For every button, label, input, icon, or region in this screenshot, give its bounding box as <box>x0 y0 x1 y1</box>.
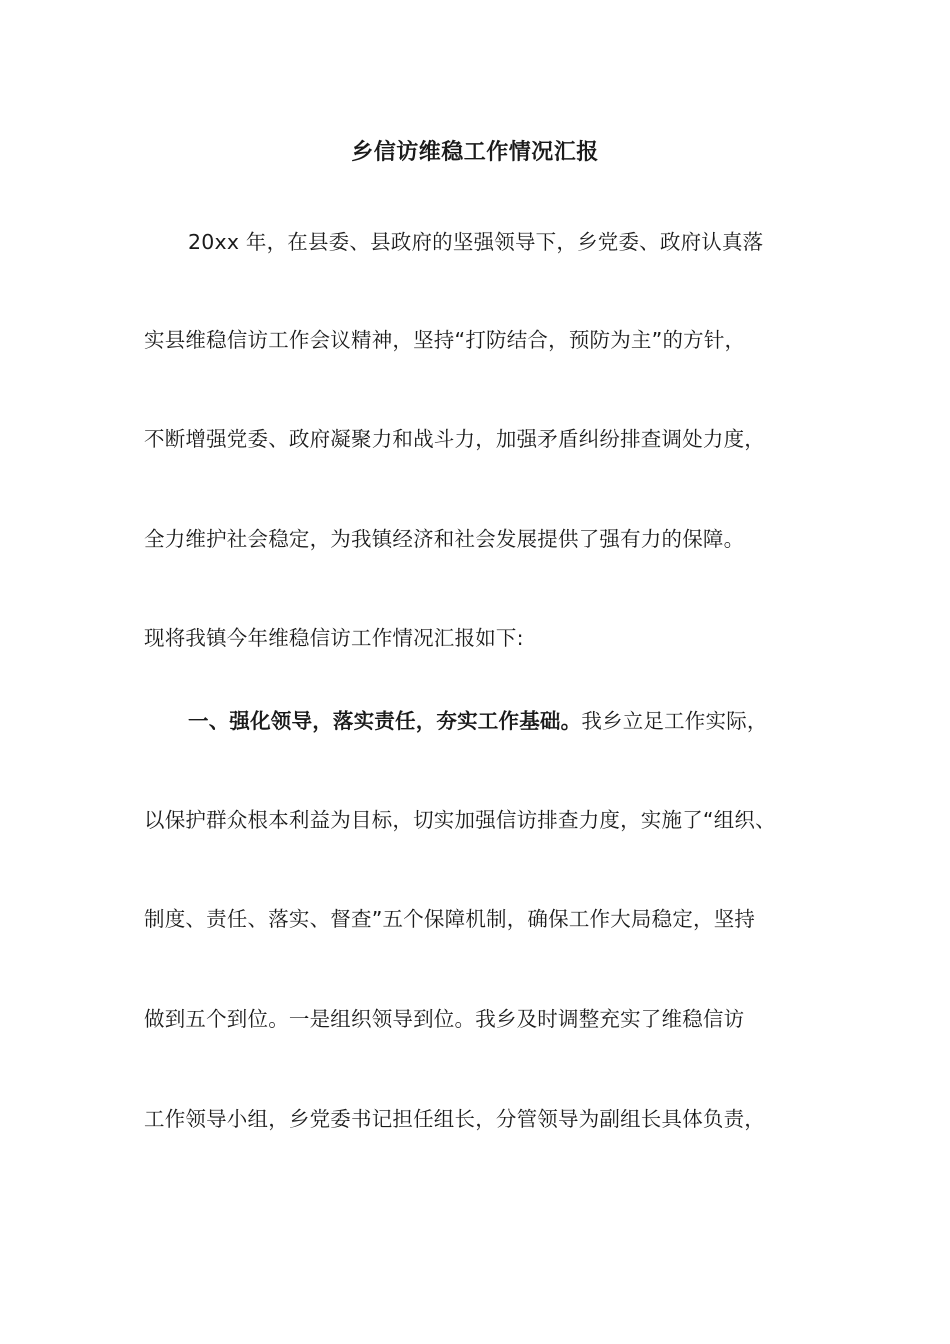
paragraph-1-line-4: 全力维护社会稳定，为我镇经济和社会发展提供了强有力的保障。 <box>144 527 745 551</box>
paragraph-3-line-5: 工作领导小组，乡党委书记担任组长，分管领导为副组长具体负责， <box>144 1107 765 1131</box>
paragraph-2-line-1: 现将我镇今年维稳信访工作情况汇报如下: <box>144 626 524 650</box>
paragraph-1-line-1: 20xx 年，在县委、县政府的坚强领导下，乡党委、政府认真落 <box>188 230 764 254</box>
section-one-heading: 一、强化领导，落实责任，夯实工作基础。 <box>188 709 582 733</box>
paragraph-1-line-2: 实县维稳信访工作会议精神，坚持“打防结合，预防为主”的方针， <box>144 328 746 352</box>
paragraph-3-line-1-rest: 我乡立足工作实际， <box>581 709 768 733</box>
paragraph-3-line-4: 做到五个到位。一是组织领导到位。我乡及时调整充实了维稳信访 <box>144 1007 745 1031</box>
paragraph-1-line-3: 不断增强党委、政府凝聚力和战斗力，加强矛盾纠纷排查调处力度， <box>144 427 765 451</box>
paragraph-3-line-2: 以保护群众根本利益为目标，切实加强信访排查力度，实施了“组织、 <box>144 808 776 832</box>
paragraph-3-line-3: 制度、责任、落实、督查”五个保障机制，确保工作大局稳定，坚持 <box>144 907 756 931</box>
document-title: 乡信访维稳工作情况汇报 <box>351 140 599 165</box>
paragraph-3-line-1 <box>188 705 768 737</box>
